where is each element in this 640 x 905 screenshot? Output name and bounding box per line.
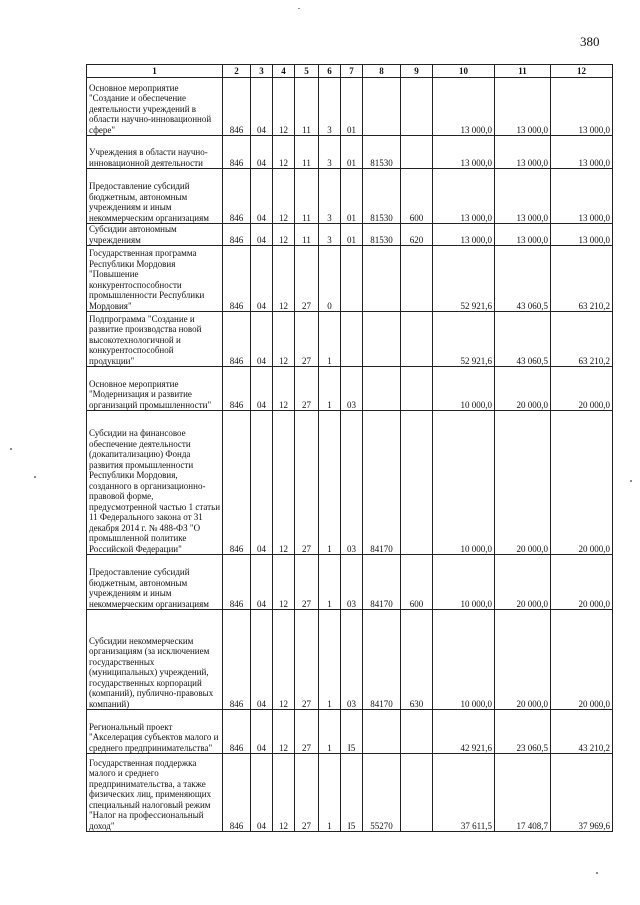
cell-col-10: 52 921,6 — [433, 246, 495, 312]
cell-col-6: 1 — [319, 610, 341, 710]
cell-col-3: 04 — [251, 224, 273, 246]
cell-col-4: 12 — [273, 367, 295, 411]
cell-col-3: 04 — [251, 136, 273, 169]
table-row — [87, 169, 613, 224]
cell-col-11: 43 060,5 — [495, 246, 551, 312]
column-header-2: 2 — [223, 65, 251, 78]
cell-col-5: 27 — [295, 312, 319, 367]
cell-col-2: 846 — [223, 78, 251, 136]
cell-col-8: 81530 — [363, 224, 401, 246]
cell-col-4: 12 — [273, 78, 295, 136]
cell-col-7: I5 — [341, 754, 363, 832]
cell-col-7: I5 — [341, 710, 363, 754]
cell-col-11: 23 060,5 — [495, 710, 551, 754]
cell-col-3: 04 — [251, 78, 273, 136]
cell-col-3: 04 — [251, 754, 273, 832]
header-row — [87, 65, 613, 78]
table-row — [87, 710, 613, 754]
cell-col-8 — [363, 78, 401, 136]
cell-col-11: 20 000,0 — [495, 367, 551, 411]
cell-col-9: 600 — [401, 555, 433, 610]
cell-col-4: 12 — [273, 136, 295, 169]
cell-col-3: 04 — [251, 411, 273, 555]
cell-col-4: 12 — [273, 169, 295, 224]
table-row — [87, 367, 613, 411]
cell-col-11: 20 000,0 — [495, 610, 551, 710]
cell-col-5: 27 — [295, 610, 319, 710]
cell-col-12: 20 000,0 — [551, 610, 613, 710]
column-header-3: 3 — [251, 65, 273, 78]
cell-col-10: 13 000,0 — [433, 136, 495, 169]
cell-col-10: 13 000,0 — [433, 78, 495, 136]
cell-col-7: 03 — [341, 555, 363, 610]
cell-col-9 — [401, 710, 433, 754]
cell-col-8: 55270 — [363, 754, 401, 832]
cell-col-5: 27 — [295, 367, 319, 411]
cell-col-2: 846 — [223, 754, 251, 832]
cell-col-9 — [401, 78, 433, 136]
cell-col-2: 846 — [223, 136, 251, 169]
cell-col-9 — [401, 754, 433, 832]
cell-col-6: 0 — [319, 246, 341, 312]
cell-col-2: 846 — [223, 610, 251, 710]
cell-col-7 — [341, 246, 363, 312]
row-name-cell: Предоставление субсидий бюджетным, автономным учреждениям и иным некоммерческим организациям — [87, 555, 223, 610]
cell-col-12: 20 000,0 — [551, 555, 613, 610]
cell-col-3: 04 — [251, 312, 273, 367]
cell-col-6: 3 — [319, 136, 341, 169]
cell-col-5: 27 — [295, 555, 319, 610]
cell-col-11: 17 408,7 — [495, 754, 551, 832]
row-name-cell: Субсидии на финансовое обеспечение деятельности (докапитализацию) Фонда развития промышленности Республики Мордовия, созданного в организационно-правовой форме, предусмотренной частью 1 статьи 11 Федерального закона от 31 декабря 2014 г. № 488-ФЗ "О промышленной политике Российской Федерации" — [87, 411, 223, 555]
cell-col-9: 600 — [401, 169, 433, 224]
cell-col-4: 12 — [273, 754, 295, 832]
cell-col-10: 10 000,0 — [433, 411, 495, 555]
cell-col-11: 13 000,0 — [495, 169, 551, 224]
cell-col-2: 846 — [223, 710, 251, 754]
cell-col-2: 846 — [223, 246, 251, 312]
cell-col-12: 13 000,0 — [551, 136, 613, 169]
cell-col-3: 04 — [251, 367, 273, 411]
cell-col-11: 13 000,0 — [495, 224, 551, 246]
cell-col-9 — [401, 367, 433, 411]
column-header-5: 5 — [295, 65, 319, 78]
scan-speck — [630, 480, 632, 482]
cell-col-9: 620 — [401, 224, 433, 246]
column-header-9: 9 — [401, 65, 433, 78]
cell-col-12: 13 000,0 — [551, 78, 613, 136]
table-row — [87, 610, 613, 710]
table-row — [87, 136, 613, 169]
cell-col-10: 10 000,0 — [433, 610, 495, 710]
cell-col-4: 12 — [273, 246, 295, 312]
column-header-4: 4 — [273, 65, 295, 78]
table-row — [87, 224, 613, 246]
cell-col-4: 12 — [273, 312, 295, 367]
cell-col-4: 12 — [273, 610, 295, 710]
row-name-cell: Основное мероприятие "Модернизация и развитие организаций промышленности" — [87, 367, 223, 411]
table-row — [87, 246, 613, 312]
cell-col-6: 1 — [319, 312, 341, 367]
cell-col-7: 01 — [341, 224, 363, 246]
cell-col-6: 1 — [319, 411, 341, 555]
cell-col-2: 846 — [223, 312, 251, 367]
cell-col-9: 630 — [401, 610, 433, 710]
cell-col-6: 1 — [319, 367, 341, 411]
cell-col-3: 04 — [251, 555, 273, 610]
cell-col-3: 04 — [251, 610, 273, 710]
cell-col-2: 846 — [223, 555, 251, 610]
cell-col-8: 84170 — [363, 411, 401, 555]
table-row — [87, 555, 613, 610]
cell-col-9 — [401, 411, 433, 555]
cell-col-5: 27 — [295, 754, 319, 832]
column-header-1: 1 — [87, 65, 223, 78]
cell-col-12: 20 000,0 — [551, 411, 613, 555]
row-name-cell: Подпрограмма "Создание и развитие производства новой высокотехнологичной и конкурентоспособной продукции" — [87, 312, 223, 367]
cell-col-7: 03 — [341, 610, 363, 710]
row-name-cell: Основное мероприятие "Создание и обеспечение деятельности учреждений в области научно-инновационной сфере" — [87, 78, 223, 136]
page-number: 380 — [580, 34, 600, 49]
cell-col-5: 11 — [295, 136, 319, 169]
column-header-8: 8 — [363, 65, 401, 78]
row-name-cell: Субсидии автономным учреждениям — [87, 224, 223, 246]
column-header-11: 11 — [495, 65, 551, 78]
cell-col-8: 84170 — [363, 555, 401, 610]
cell-col-8 — [363, 710, 401, 754]
cell-col-11: 20 000,0 — [495, 555, 551, 610]
cell-col-4: 12 — [273, 710, 295, 754]
table-row — [87, 78, 613, 136]
budget-table — [86, 64, 613, 832]
cell-col-7: 01 — [341, 78, 363, 136]
scan-speck — [596, 872, 598, 874]
cell-col-10: 10 000,0 — [433, 555, 495, 610]
cell-col-10: 13 000,0 — [433, 169, 495, 224]
table-row — [87, 411, 613, 555]
cell-col-8: 84170 — [363, 610, 401, 710]
cell-col-6: 1 — [319, 710, 341, 754]
cell-col-10: 10 000,0 — [433, 367, 495, 411]
table-row — [87, 754, 613, 832]
cell-col-5: 27 — [295, 710, 319, 754]
cell-col-3: 04 — [251, 169, 273, 224]
scan-speck — [34, 476, 36, 478]
cell-col-4: 12 — [273, 555, 295, 610]
cell-col-5: 27 — [295, 411, 319, 555]
column-header-12: 12 — [551, 65, 613, 78]
cell-col-6: 3 — [319, 78, 341, 136]
cell-col-12: 20 000,0 — [551, 367, 613, 411]
column-header-7: 7 — [341, 65, 363, 78]
cell-col-2: 846 — [223, 367, 251, 411]
cell-col-11: 13 000,0 — [495, 136, 551, 169]
cell-col-11: 20 000,0 — [495, 411, 551, 555]
cell-col-12: 13 000,0 — [551, 169, 613, 224]
cell-col-12: 63 210,2 — [551, 312, 613, 367]
cell-col-6: 3 — [319, 169, 341, 224]
row-name-cell: Государственная программа Республики Мордовия "Повышение конкурентоспособности промышленности Республики Мордовия" — [87, 246, 223, 312]
cell-col-2: 846 — [223, 169, 251, 224]
cell-col-9 — [401, 136, 433, 169]
table-body — [87, 78, 613, 832]
cell-col-9 — [401, 312, 433, 367]
cell-col-5: 27 — [295, 246, 319, 312]
cell-col-8: 81530 — [363, 136, 401, 169]
cell-col-12: 13 000,0 — [551, 224, 613, 246]
row-name-cell: Субсидии некоммерческим организациям (за исключением государственных (муниципальных) учреждений, государственных корпораций (компаний), публично-правовых компаний) — [87, 610, 223, 710]
cell-col-5: 11 — [295, 169, 319, 224]
cell-col-11: 43 060,5 — [495, 312, 551, 367]
cell-col-3: 04 — [251, 246, 273, 312]
cell-col-7: 01 — [341, 169, 363, 224]
cell-col-8 — [363, 312, 401, 367]
cell-col-5: 11 — [295, 224, 319, 246]
row-name-cell: Государственная поддержка малого и среднего предпринимательства, а также физических лиц, применяющих специальный налоговый режим "Налог на профессиональный доход" — [87, 754, 223, 832]
table-row — [87, 312, 613, 367]
column-header-10: 10 — [433, 65, 495, 78]
column-header-6: 6 — [319, 65, 341, 78]
row-name-cell: Региональный проект "Акселерация субъектов малого и среднего предпринимательства" — [87, 710, 223, 754]
cell-col-10: 13 000,0 — [433, 224, 495, 246]
cell-col-6: 1 — [319, 555, 341, 610]
cell-col-8: 81530 — [363, 169, 401, 224]
cell-col-7 — [341, 312, 363, 367]
cell-col-10: 37 611,5 — [433, 754, 495, 832]
cell-col-7: 03 — [341, 367, 363, 411]
cell-col-7: 03 — [341, 411, 363, 555]
cell-col-10: 52 921,6 — [433, 312, 495, 367]
cell-col-7: 01 — [341, 136, 363, 169]
cell-col-2: 846 — [223, 411, 251, 555]
row-name-cell: Учреждения в области научно-инновационной деятельности — [87, 136, 223, 169]
cell-col-10: 42 921,6 — [433, 710, 495, 754]
cell-col-4: 12 — [273, 411, 295, 555]
cell-col-2: 846 — [223, 224, 251, 246]
cell-col-12: 37 969,6 — [551, 754, 613, 832]
cell-col-12: 43 210,2 — [551, 710, 613, 754]
cell-col-8 — [363, 246, 401, 312]
cell-col-4: 12 — [273, 224, 295, 246]
row-name-cell: Предоставление субсидий бюджетным, автономным учреждениям и иным некоммерческим организациям — [87, 169, 223, 224]
cell-col-12: 63 210,2 — [551, 246, 613, 312]
scan-speck — [10, 448, 12, 450]
cell-col-8 — [363, 367, 401, 411]
cell-col-6: 1 — [319, 754, 341, 832]
cell-col-5: 11 — [295, 78, 319, 136]
cell-col-3: 04 — [251, 710, 273, 754]
scan-speck — [298, 8, 300, 9]
cell-col-6: 3 — [319, 224, 341, 246]
cell-col-9 — [401, 246, 433, 312]
cell-col-11: 13 000,0 — [495, 78, 551, 136]
